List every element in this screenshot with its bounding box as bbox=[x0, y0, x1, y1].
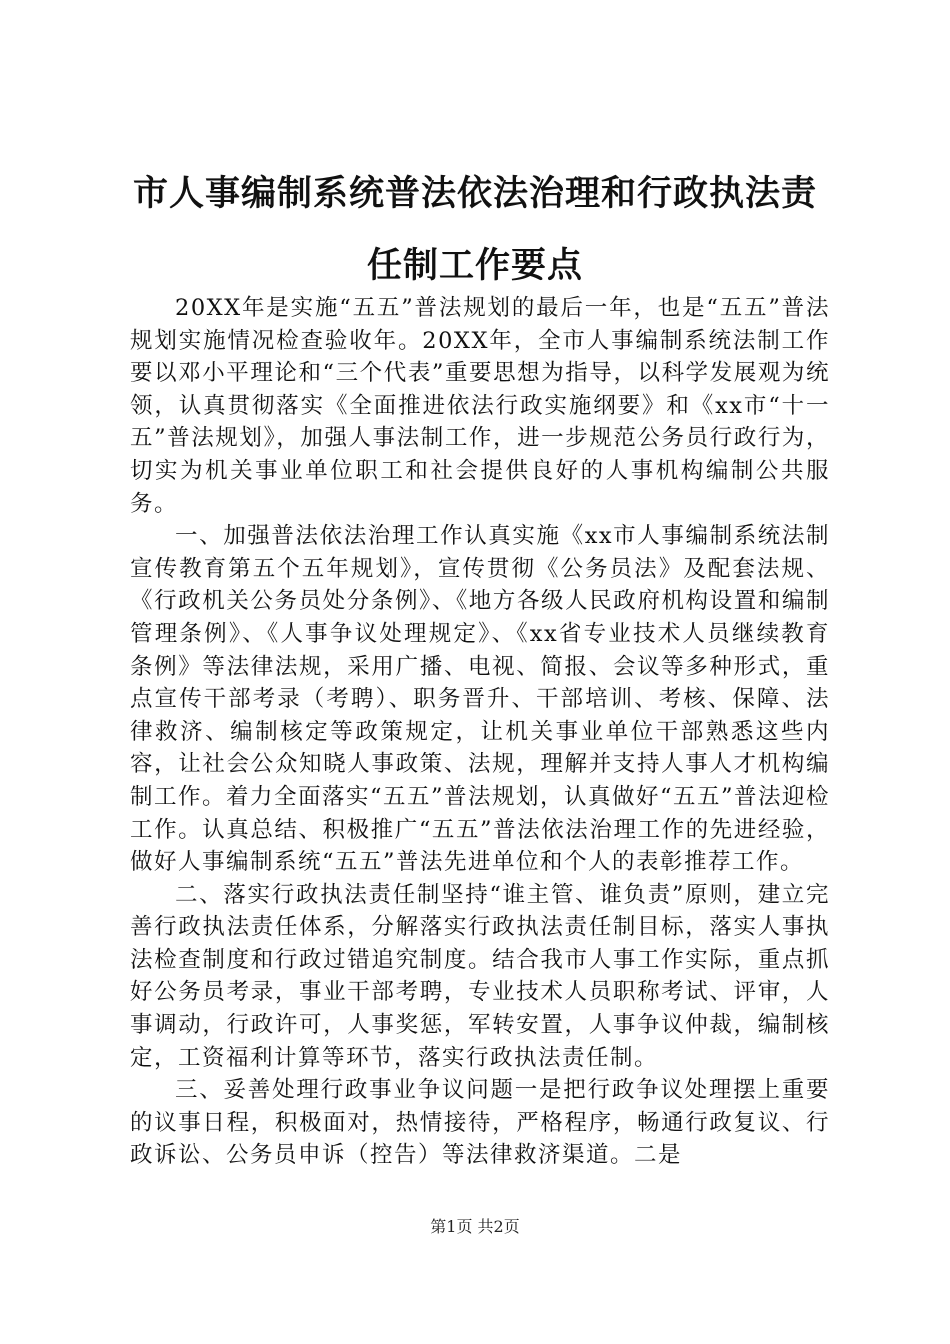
paragraph-section-1: 一、加强普法依法治理工作认真实施《xx市人事编制系统法制宣传教育第五个五年规划》，宣传贯彻《公务员法》及配套法规、《行政机关公务员处分条例》、《地方各级人民政府机构设置和编制管理条例》、《人事争议处理规定》、《xx省专业技术人员继续教育条例》等法律法规，采用广播、电视、简报、会议等多种形式，重点宣传干部考录（考聘）、职务晋升、干部培训、考核、保障、法律救济、编制核定等政策规定，让机关事业单位干部熟悉这些内容，让社会公众知晓人事政策、法规，理解并支持人事人才机构编制工作。着力全面落实“五五”普法规划，认真做好“五五”普法迎检工作。认真总结、积极推广“五五”普法依法治理工作的先进经验，做好人事编制系统“五五”普法先进单位和个人的表彰推荐工作。 bbox=[130, 523, 831, 876]
paragraph-section-2: 二、落实行政执法责任制坚持“谁主管、谁负责”原则，建立完善行政执法责任体系，分解落实行政执法责任制目标，落实人事执法检查制度和行政过错追究制度。结合我市人事工作实际，重点抓好公务员考录，事业干部考聘，专业技术人员职称考试、评审，人事调动，行政许可，人事奖惩，军转安置，人事争议仲裁，编制核定，工资福利计算等环节，落实行政执法责任制。 bbox=[130, 881, 830, 1071]
page-number-footer: 第1页 共2页 bbox=[430, 1217, 520, 1236]
paragraph-section-3: 三、妥善处理行政事业争议问题一是把行政争议处理摆上重要的议事日程，积极面对，热情接待，严格程序，畅通行政复议、行政诉讼、公务员申诉（控告）等法律救济渠道。二是 bbox=[130, 1077, 830, 1169]
paragraph-intro: 20XX年是实施“五五”普法规划的最后一年，也是“五五”普法规划实施情况检查验收年。20XX年，全市人事编制系统法制工作要以邓小平理论和“三个代表”重要思想为指导，以科学发展观为统领，认真贯彻落实《全面推进依法行政实施纲要》和《xx市“十一五”普法规划》，加强人事法制工作，进一步规范公务员行政行为，切实为机关事业单位职工和社会提供良好的人事机构编制公共服务。 bbox=[130, 295, 830, 517]
document-body bbox=[130, 292, 830, 1172]
document-title: 市人事编制系统普法依法治理和行政执法责任制工作要点 bbox=[132, 173, 817, 286]
